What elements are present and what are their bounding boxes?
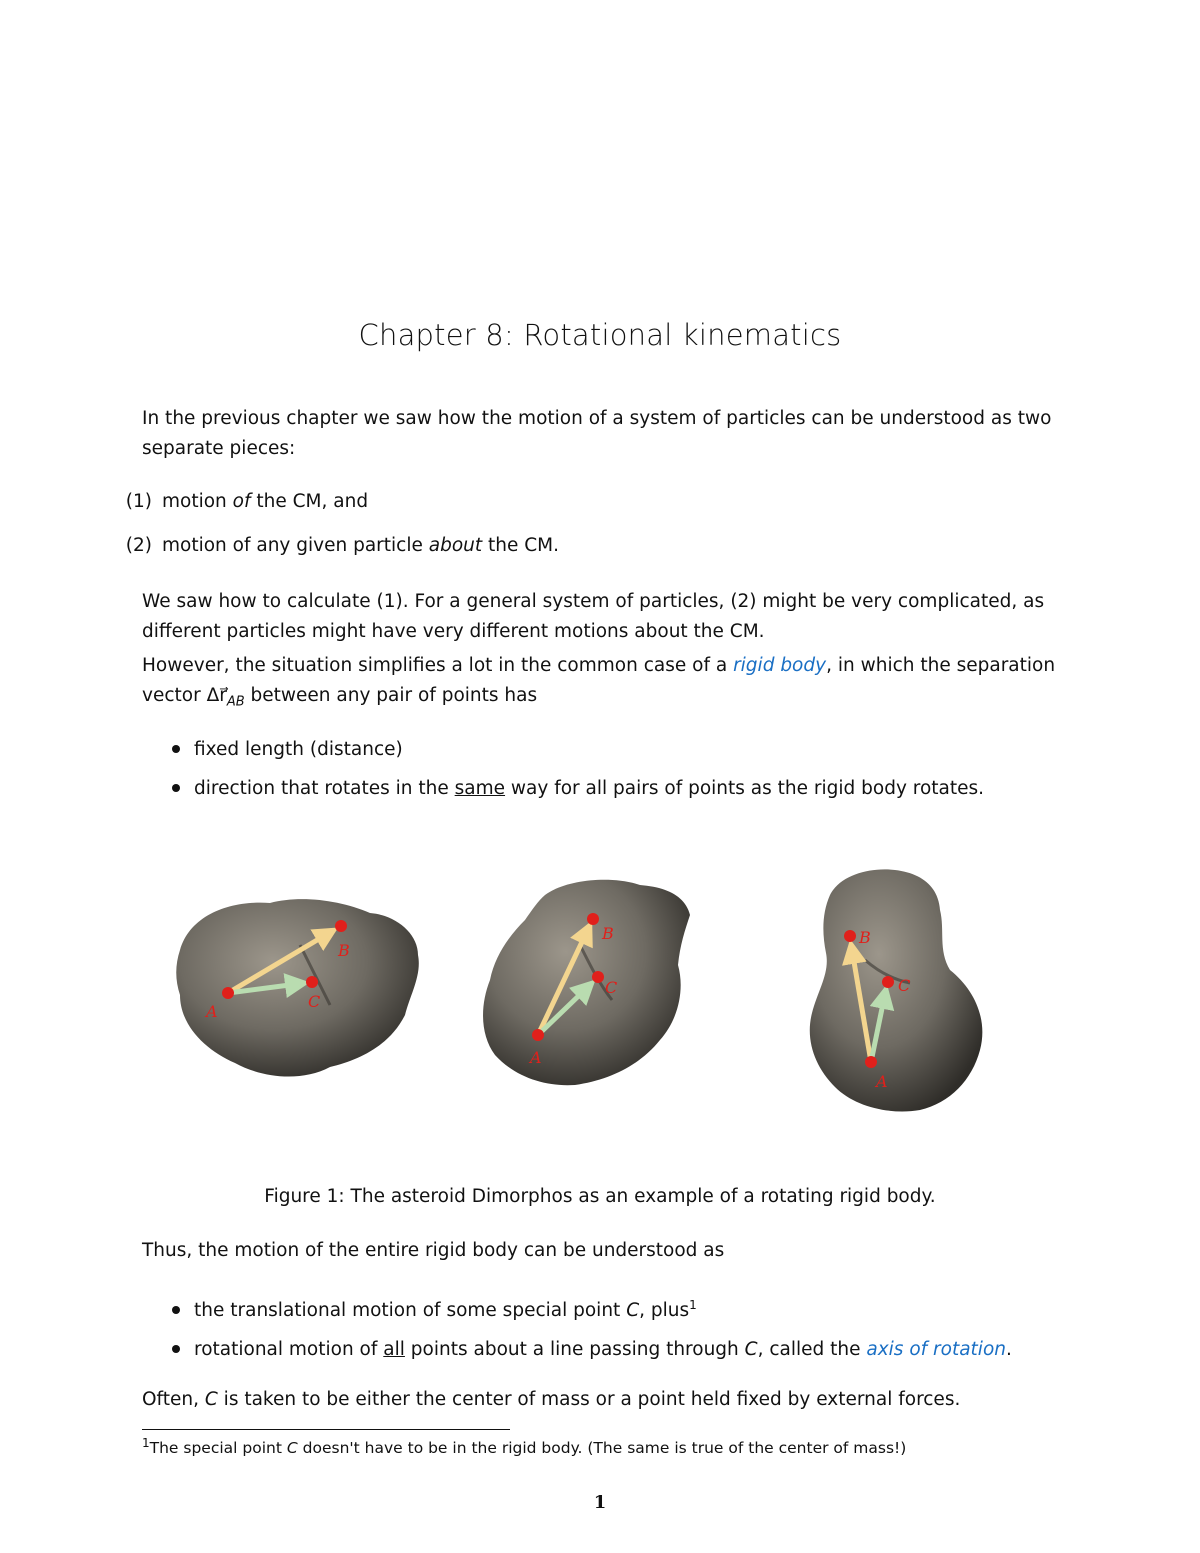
text: between any pair of points has	[244, 685, 538, 706]
vector-subscript: AB	[226, 694, 245, 710]
asteroid-shape	[176, 899, 419, 1076]
chapter-title: Chapter 8: Rotational kinematics	[358, 318, 842, 352]
figure-asteroids	[150, 855, 1050, 1125]
bullet-item	[172, 735, 1092, 765]
bullet-icon	[172, 1306, 180, 1314]
bullet-item	[172, 1290, 1092, 1326]
label-c: C	[308, 992, 321, 1011]
paragraph-4: Thus, the motion of the entire rigid body can be understood as	[142, 1240, 725, 1261]
text: is taken to be either the center of mass or a point held fixed by external forces.	[217, 1389, 961, 1410]
enum-text: motion	[162, 491, 233, 512]
footnote-text: The special point	[149, 1439, 287, 1458]
bullet-icon	[172, 1345, 180, 1353]
footnote-mark: 1	[142, 1436, 150, 1450]
bullet-icon	[172, 745, 180, 753]
variable: C	[744, 1339, 758, 1361]
asteroid-shape	[483, 880, 690, 1085]
enum-text: motion of any given particle	[162, 535, 429, 556]
bullet-text: .	[1005, 1339, 1012, 1361]
enum-label: (1)	[125, 491, 152, 512]
bullet-text: fixed length (distance)	[194, 739, 403, 760]
variable: C	[626, 1300, 640, 1322]
point-b	[335, 920, 347, 932]
bullet-text: points about a line passing through	[404, 1339, 745, 1361]
bullet-list-2	[172, 1290, 1092, 1365]
point-c	[882, 976, 894, 988]
bullet-text: the translational motion of some special point	[194, 1300, 627, 1322]
axis-of-rotation-link[interactable]: axis of rotation	[866, 1339, 1006, 1361]
text: However, the situation simplifies a lot in the common case of a	[142, 655, 734, 676]
asteroid-panel-3	[810, 869, 983, 1111]
paragraph-line: different particles might have very different motions about the CM.	[142, 621, 765, 642]
bullet-text: way for all pairs of points as the rigid body rotates.	[505, 778, 985, 799]
label-b: B	[602, 924, 614, 943]
intro-paragraph	[142, 404, 1062, 464]
footnote-divider	[142, 1429, 510, 1430]
label-c: C	[898, 976, 911, 995]
asteroid-panel-1	[176, 899, 419, 1076]
footnote	[142, 1436, 906, 1457]
point-b	[844, 930, 856, 942]
enum-label: (2)	[125, 535, 152, 556]
enum-text: the CM, and	[250, 491, 369, 512]
paragraph-line	[142, 681, 1062, 718]
label-a: A	[530, 1048, 542, 1067]
point-a	[222, 987, 234, 999]
enum-text: the CM.	[482, 535, 560, 556]
text: , in which the separation	[826, 655, 1056, 676]
label-b: B	[859, 928, 871, 947]
label-c: C	[605, 978, 618, 997]
label-a: A	[876, 1072, 888, 1091]
paragraph-5	[142, 1385, 1062, 1415]
text: Often,	[142, 1389, 205, 1410]
footnote-ref[interactable]: 1	[689, 1298, 697, 1312]
point-a	[532, 1029, 544, 1041]
intro-line-2: separate pieces:	[142, 438, 296, 459]
variable: C	[286, 1439, 298, 1458]
paragraph-line	[142, 651, 1062, 681]
bullet-item	[172, 774, 1092, 804]
paragraph-3	[142, 651, 1062, 718]
bullet-text: direction that rotates in the	[194, 778, 455, 799]
paragraph-line: We saw how to calculate (1). For a general system of particles, (2) might be very complicated, as	[142, 591, 1045, 612]
enum-item-2	[112, 531, 1032, 561]
bullet-item	[172, 1335, 1092, 1365]
enum-item-1	[112, 487, 1032, 517]
enum-emphasis: of	[232, 491, 251, 512]
intro-line-1: In the previous chapter we saw how the motion of a system of particles can be understood as two	[142, 408, 1052, 429]
asteroid-panel-2	[483, 880, 690, 1085]
variable: C	[204, 1389, 218, 1410]
footnote-text: doesn't have to be in the rigid body. (The same is true of the center of mass!)	[297, 1439, 907, 1458]
asteroid-shape	[810, 869, 983, 1111]
page-number: 1	[593, 1492, 607, 1513]
caption-text: The asteroid Dimorphos as an example of a rotating rigid body.	[344, 1186, 936, 1207]
bullet-text: , plus	[639, 1300, 690, 1322]
figure-caption	[0, 1186, 1200, 1207]
vector-symbol: Δr⃗	[206, 685, 227, 706]
underlined-word: all	[383, 1339, 405, 1361]
point-b	[587, 913, 599, 925]
point-c	[592, 971, 604, 983]
text: vector	[142, 685, 207, 706]
point-a	[865, 1056, 877, 1068]
point-c	[306, 976, 318, 988]
underlined-word: same	[454, 778, 506, 799]
label-a: A	[206, 1002, 218, 1021]
rigid-body-link[interactable]: rigid body	[733, 655, 827, 676]
bullet-text: rotational motion of	[194, 1339, 384, 1361]
bullet-list-1	[172, 735, 1092, 804]
paragraph-2	[142, 587, 1062, 647]
bullet-icon	[172, 784, 180, 792]
bullet-text: , called the	[757, 1339, 867, 1361]
label-b: B	[338, 941, 350, 960]
enumerated-list	[112, 487, 1032, 561]
caption-label: Figure 1:	[264, 1186, 345, 1207]
enum-emphasis: about	[428, 535, 483, 556]
